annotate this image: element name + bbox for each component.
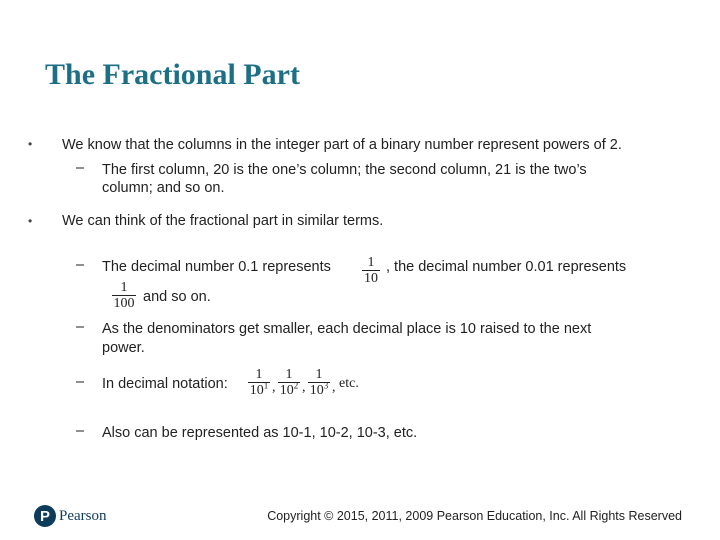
bullet-1-sub-1-line-1: The first column, 20 is the one’s column; the second column, 21 is the two’s [102, 162, 587, 178]
bullet-2-text: We can think of the fractional part in similar terms. [62, 213, 384, 229]
bullet-marker: • [28, 137, 33, 151]
dash-marker: – [76, 423, 85, 439]
fraction-numerator: 1 [120, 280, 128, 295]
dash-marker: – [76, 374, 85, 390]
bullet-1-text: We know that the columns in the integer part of a binary number represent powers of 2. [62, 137, 622, 153]
fraction-numerator: 1 [315, 367, 323, 382]
fraction-denominator: $10^1$ [249, 380, 269, 398]
bullet-2-sub-2-line-1: As the denominators get smaller, each decimal place is 10 raised to the next [102, 321, 592, 337]
fraction-one-hundredth [112, 280, 136, 311]
fraction-denominator: $10^3$ [309, 380, 329, 398]
dash-marker: – [76, 160, 85, 176]
pearson-logo-text: Pearson [59, 507, 107, 524]
pearson-logo-mark: P [34, 505, 56, 527]
fraction-denominator: 10 [364, 271, 378, 286]
comma-separator: , [332, 380, 336, 395]
fraction-denominator: $10^2$ [279, 380, 299, 398]
bullet-marker: • [28, 214, 33, 228]
fraction-ten-power-3 [308, 367, 330, 398]
fraction-ten-power-1 [248, 367, 270, 398]
fraction-one-tenth [362, 255, 380, 286]
dash-marker: – [76, 257, 85, 273]
bullet-2-sub-1-post: , the decimal number 0.01 represents [386, 259, 627, 275]
bullet-2-sub-4: Also can be represented as 10-1, 10-2, 10-3, etc. [102, 425, 418, 441]
bullet-2-sub-2-line-2: power. [102, 340, 145, 356]
copyright-text: Copyright © 2015, 2011, 2009 Pearson Education, Inc. All Rights Reserved [267, 509, 682, 523]
etc-text: etc. [339, 376, 359, 391]
bullet-1-sub-1-line-2: column; and so on. [102, 180, 225, 196]
bullet-2-sub-1-end: and so on. [143, 289, 211, 305]
pearson-logo [34, 505, 107, 527]
fraction-ten-power-2 [278, 367, 300, 398]
fraction-numerator: 1 [255, 367, 263, 382]
bullet-2-sub-3-pre: In decimal notation: [102, 376, 228, 392]
comma-separator: , [302, 380, 306, 395]
page-title: The Fractional Part [45, 58, 300, 91]
comma-separator: , [272, 380, 276, 395]
dash-marker: – [76, 319, 85, 335]
fraction-denominator: 100 [113, 296, 135, 311]
bullet-2-sub-1-pre: The decimal number 0.1 represents [102, 259, 331, 275]
fraction-numerator: 1 [285, 367, 293, 382]
fraction-numerator: 1 [367, 255, 375, 270]
